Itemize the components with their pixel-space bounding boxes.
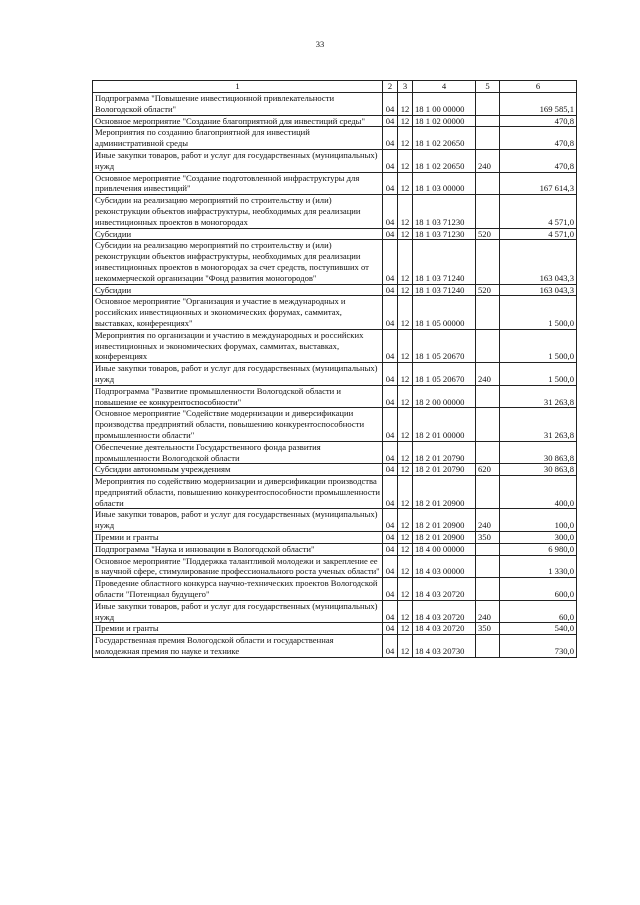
row-subsection-cell: 12 <box>398 296 413 329</box>
row-section-cell: 04 <box>383 385 398 408</box>
row-target-code-cell: 18 2 01 20900 <box>413 532 476 544</box>
row-target-code-cell: 18 4 03 20720 <box>413 600 476 623</box>
row-expense-type-cell: 240 <box>476 149 500 172</box>
row-target-code-cell: 18 2 00 00000 <box>413 385 476 408</box>
row-expense-type-cell <box>476 127 500 150</box>
row-target-code-cell: 18 1 03 71240 <box>413 240 476 284</box>
row-section-cell: 04 <box>383 296 398 329</box>
row-subsection-cell: 12 <box>398 385 413 408</box>
row-target-code-cell: 18 2 01 00000 <box>413 408 476 441</box>
row-name-cell: Основное мероприятие "Создание подготовленной инфраструктуры для привлечения инвестиций" <box>93 172 383 195</box>
table-row <box>93 127 577 150</box>
row-section-cell: 04 <box>383 623 398 635</box>
row-name-cell: Проведение областного конкурса научно-технических проектов Вологодской области "Потенциал будущего" <box>93 578 383 601</box>
row-amount-cell: 470,8 <box>500 127 577 150</box>
table-row <box>93 555 577 578</box>
table-row <box>93 623 577 635</box>
row-amount-cell: 163 043,3 <box>500 284 577 296</box>
row-subsection-cell: 12 <box>398 600 413 623</box>
row-name-cell: Обеспечение деятельности Государственного фонда развития промышленности Вологодской области <box>93 441 383 464</box>
row-subsection-cell: 12 <box>398 623 413 635</box>
row-expense-type-cell: 240 <box>476 363 500 386</box>
table-row <box>93 578 577 601</box>
row-target-code-cell: 18 4 00 00000 <box>413 543 476 555</box>
row-expense-type-cell: 520 <box>476 284 500 296</box>
row-name-cell: Премии и гранты <box>93 532 383 544</box>
row-subsection-cell: 12 <box>398 408 413 441</box>
row-amount-cell: 30 863,8 <box>500 441 577 464</box>
row-subsection-cell: 12 <box>398 149 413 172</box>
row-target-code-cell: 18 1 05 20670 <box>413 329 476 362</box>
row-target-code-cell: 18 4 03 20720 <box>413 578 476 601</box>
row-expense-type-cell: 520 <box>476 228 500 240</box>
row-section-cell: 04 <box>383 93 398 116</box>
table-row <box>93 296 577 329</box>
table-row <box>93 149 577 172</box>
row-section-cell: 04 <box>383 228 398 240</box>
row-amount-cell: 1 500,0 <box>500 296 577 329</box>
row-target-code-cell: 18 4 03 20720 <box>413 623 476 635</box>
row-subsection-cell: 12 <box>398 555 413 578</box>
row-section-cell: 04 <box>383 509 398 532</box>
row-section-cell: 04 <box>383 441 398 464</box>
row-subsection-cell: 12 <box>398 532 413 544</box>
table-row <box>93 476 577 509</box>
row-amount-cell: 730,0 <box>500 635 577 658</box>
row-name-cell: Мероприятия по содействию модернизации и диверсификации производства предприятий области, повышению конкурентоспособности промышленности области <box>93 476 383 509</box>
row-expense-type-cell <box>476 329 500 362</box>
row-expense-type-cell: 620 <box>476 464 500 476</box>
row-section-cell: 04 <box>383 329 398 362</box>
row-subsection-cell: 12 <box>398 476 413 509</box>
row-amount-cell: 1 500,0 <box>500 329 577 362</box>
row-subsection-cell: 12 <box>398 635 413 658</box>
table-row <box>93 532 577 544</box>
row-subsection-cell: 12 <box>398 543 413 555</box>
row-expense-type-cell <box>476 240 500 284</box>
row-subsection-cell: 12 <box>398 578 413 601</box>
row-name-cell: Иные закупки товаров, работ и услуг для государственных (муниципальных) нужд <box>93 149 383 172</box>
row-target-code-cell: 18 1 05 00000 <box>413 296 476 329</box>
row-expense-type-cell <box>476 543 500 555</box>
table-row <box>93 441 577 464</box>
row-expense-type-cell <box>476 578 500 601</box>
row-amount-cell: 540,0 <box>500 623 577 635</box>
table-row <box>93 408 577 441</box>
row-subsection-cell: 12 <box>398 195 413 228</box>
table-row <box>93 600 577 623</box>
column-header: 3 <box>398 81 413 93</box>
row-expense-type-cell: 240 <box>476 509 500 532</box>
column-header: 6 <box>500 81 577 93</box>
row-subsection-cell: 12 <box>398 228 413 240</box>
row-subsection-cell: 12 <box>398 115 413 127</box>
row-section-cell: 04 <box>383 600 398 623</box>
row-subsection-cell: 12 <box>398 172 413 195</box>
row-section-cell: 04 <box>383 408 398 441</box>
row-expense-type-cell: 350 <box>476 532 500 544</box>
row-name-cell: Субсидии на реализацию мероприятий по строительству и (или) реконструкции объектов инфраструктуры, необходимых для реализации инвестиционных проектов в моногородах <box>93 195 383 228</box>
row-name-cell: Основное мероприятие "Организация и участие в международных и российских инвестиционных и экономических форумах, саммитах, выставках, конференциях" <box>93 296 383 329</box>
row-amount-cell: 169 585,1 <box>500 93 577 116</box>
row-amount-cell: 100,0 <box>500 509 577 532</box>
row-expense-type-cell <box>476 441 500 464</box>
row-amount-cell: 4 571,0 <box>500 195 577 228</box>
row-name-cell: Подпрограмма "Развитие промышленности Вологодской области и повышение ее конкурентоспособности" <box>93 385 383 408</box>
page-number: 33 <box>315 39 325 49</box>
row-section-cell: 04 <box>383 149 398 172</box>
column-header: 2 <box>383 81 398 93</box>
row-subsection-cell: 12 <box>398 329 413 362</box>
row-target-code-cell: 18 2 01 20790 <box>413 441 476 464</box>
column-header: 5 <box>476 81 500 93</box>
row-section-cell: 04 <box>383 172 398 195</box>
row-section-cell: 04 <box>383 476 398 509</box>
table-row <box>93 635 577 658</box>
row-amount-cell: 31 263,8 <box>500 385 577 408</box>
row-subsection-cell: 12 <box>398 441 413 464</box>
table-row <box>93 115 577 127</box>
row-name-cell: Мероприятия по организации и участию в международных и российских инвестиционных и экономических форумах, саммитах, выставках, конференциях <box>93 329 383 362</box>
row-amount-cell: 4 571,0 <box>500 228 577 240</box>
row-name-cell: Государственная премия Вологодской области и государственная молодежная премия по науке и технике <box>93 635 383 658</box>
table-row <box>93 195 577 228</box>
column-header: 1 <box>93 81 383 93</box>
row-target-code-cell: 18 2 01 20900 <box>413 476 476 509</box>
row-subsection-cell: 12 <box>398 93 413 116</box>
row-target-code-cell: 18 4 03 20730 <box>413 635 476 658</box>
row-amount-cell: 167 614,3 <box>500 172 577 195</box>
row-amount-cell: 300,0 <box>500 532 577 544</box>
row-subsection-cell: 12 <box>398 240 413 284</box>
row-expense-type-cell <box>476 296 500 329</box>
row-section-cell: 04 <box>383 532 398 544</box>
row-target-code-cell: 18 1 02 00000 <box>413 115 476 127</box>
table-row <box>93 228 577 240</box>
table-row <box>93 464 577 476</box>
row-amount-cell: 1 500,0 <box>500 363 577 386</box>
row-name-cell: Иные закупки товаров, работ и услуг для государственных (муниципальных) нужд <box>93 600 383 623</box>
row-subsection-cell: 12 <box>398 363 413 386</box>
row-expense-type-cell <box>476 635 500 658</box>
row-target-code-cell: 18 1 00 00000 <box>413 93 476 116</box>
row-amount-cell: 30 863,8 <box>500 464 577 476</box>
row-subsection-cell: 12 <box>398 464 413 476</box>
row-amount-cell: 400,0 <box>500 476 577 509</box>
table-header-row <box>93 81 577 93</box>
row-expense-type-cell: 240 <box>476 600 500 623</box>
row-section-cell: 04 <box>383 240 398 284</box>
row-section-cell: 04 <box>383 635 398 658</box>
table-body <box>93 93 577 658</box>
row-section-cell: 04 <box>383 363 398 386</box>
row-expense-type-cell <box>476 555 500 578</box>
row-expense-type-cell <box>476 93 500 116</box>
row-section-cell: 04 <box>383 115 398 127</box>
table-row <box>93 284 577 296</box>
row-expense-type-cell <box>476 476 500 509</box>
table-row <box>93 385 577 408</box>
row-target-code-cell: 18 1 02 20650 <box>413 127 476 150</box>
row-amount-cell: 600,0 <box>500 578 577 601</box>
row-name-cell: Премии и гранты <box>93 623 383 635</box>
row-name-cell: Подпрограмма "Наука и инновации в Вологодской области" <box>93 543 383 555</box>
row-expense-type-cell <box>476 115 500 127</box>
row-subsection-cell: 12 <box>398 127 413 150</box>
row-amount-cell: 470,8 <box>500 149 577 172</box>
table-row <box>93 509 577 532</box>
row-name-cell: Субсидии на реализацию мероприятий по строительству и (или) реконструкции объектов инфраструктуры, необходимых для реализации инвестиционных проектов в моногородах за счет средств, поступивших от некоммерческой организации "Фонд развития моногородов" <box>93 240 383 284</box>
row-target-code-cell: 18 1 05 20670 <box>413 363 476 386</box>
row-subsection-cell: 12 <box>398 509 413 532</box>
row-target-code-cell: 18 1 03 00000 <box>413 172 476 195</box>
table-row <box>93 329 577 362</box>
table-row <box>93 172 577 195</box>
row-section-cell: 04 <box>383 543 398 555</box>
row-target-code-cell: 18 1 03 71230 <box>413 195 476 228</box>
row-name-cell: Иные закупки товаров, работ и услуг для государственных (муниципальных) нужд <box>93 363 383 386</box>
row-section-cell: 04 <box>383 464 398 476</box>
row-section-cell: 04 <box>383 284 398 296</box>
row-name-cell: Мероприятия по созданию благоприятной для инвестиций административной среды <box>93 127 383 150</box>
row-name-cell: Иные закупки товаров, работ и услуг для государственных (муниципальных) нужд <box>93 509 383 532</box>
table-row <box>93 93 577 116</box>
row-name-cell: Основное мероприятие "Поддержка талантливой молодежи и закрепление ее в научной сфере, стимулирование профессионального роста ученых области" <box>93 555 383 578</box>
row-target-code-cell: 18 1 03 71240 <box>413 284 476 296</box>
column-header: 4 <box>413 81 476 93</box>
row-name-cell: Субсидии автономным учреждениям <box>93 464 383 476</box>
row-target-code-cell: 18 1 02 20650 <box>413 149 476 172</box>
row-expense-type-cell <box>476 385 500 408</box>
row-amount-cell: 163 043,3 <box>500 240 577 284</box>
row-target-code-cell: 18 2 01 20790 <box>413 464 476 476</box>
row-target-code-cell: 18 1 03 71230 <box>413 228 476 240</box>
row-amount-cell: 1 330,0 <box>500 555 577 578</box>
row-expense-type-cell <box>476 195 500 228</box>
table-row <box>93 543 577 555</box>
row-target-code-cell: 18 4 03 00000 <box>413 555 476 578</box>
row-section-cell: 04 <box>383 127 398 150</box>
row-target-code-cell: 18 2 01 20900 <box>413 509 476 532</box>
row-name-cell: Подпрограмма "Повышение инвестиционной привлекательности Вологодской области" <box>93 93 383 116</box>
table-row <box>93 240 577 284</box>
row-expense-type-cell <box>476 172 500 195</box>
row-section-cell: 04 <box>383 555 398 578</box>
row-name-cell: Основное мероприятие "Содействие модернизации и диверсификации производства предприятий области, повышению конкурентоспособности промышленности области" <box>93 408 383 441</box>
row-amount-cell: 6 980,0 <box>500 543 577 555</box>
table-row <box>93 363 577 386</box>
row-expense-type-cell: 350 <box>476 623 500 635</box>
row-amount-cell: 60,0 <box>500 600 577 623</box>
row-amount-cell: 31 263,8 <box>500 408 577 441</box>
row-section-cell: 04 <box>383 578 398 601</box>
row-name-cell: Субсидии <box>93 284 383 296</box>
row-subsection-cell: 12 <box>398 284 413 296</box>
row-name-cell: Субсидии <box>93 228 383 240</box>
budget-table <box>92 80 577 658</box>
row-amount-cell: 470,8 <box>500 115 577 127</box>
row-expense-type-cell <box>476 408 500 441</box>
row-section-cell: 04 <box>383 195 398 228</box>
row-name-cell: Основное мероприятие "Создание благоприятной для инвестиций среды" <box>93 115 383 127</box>
